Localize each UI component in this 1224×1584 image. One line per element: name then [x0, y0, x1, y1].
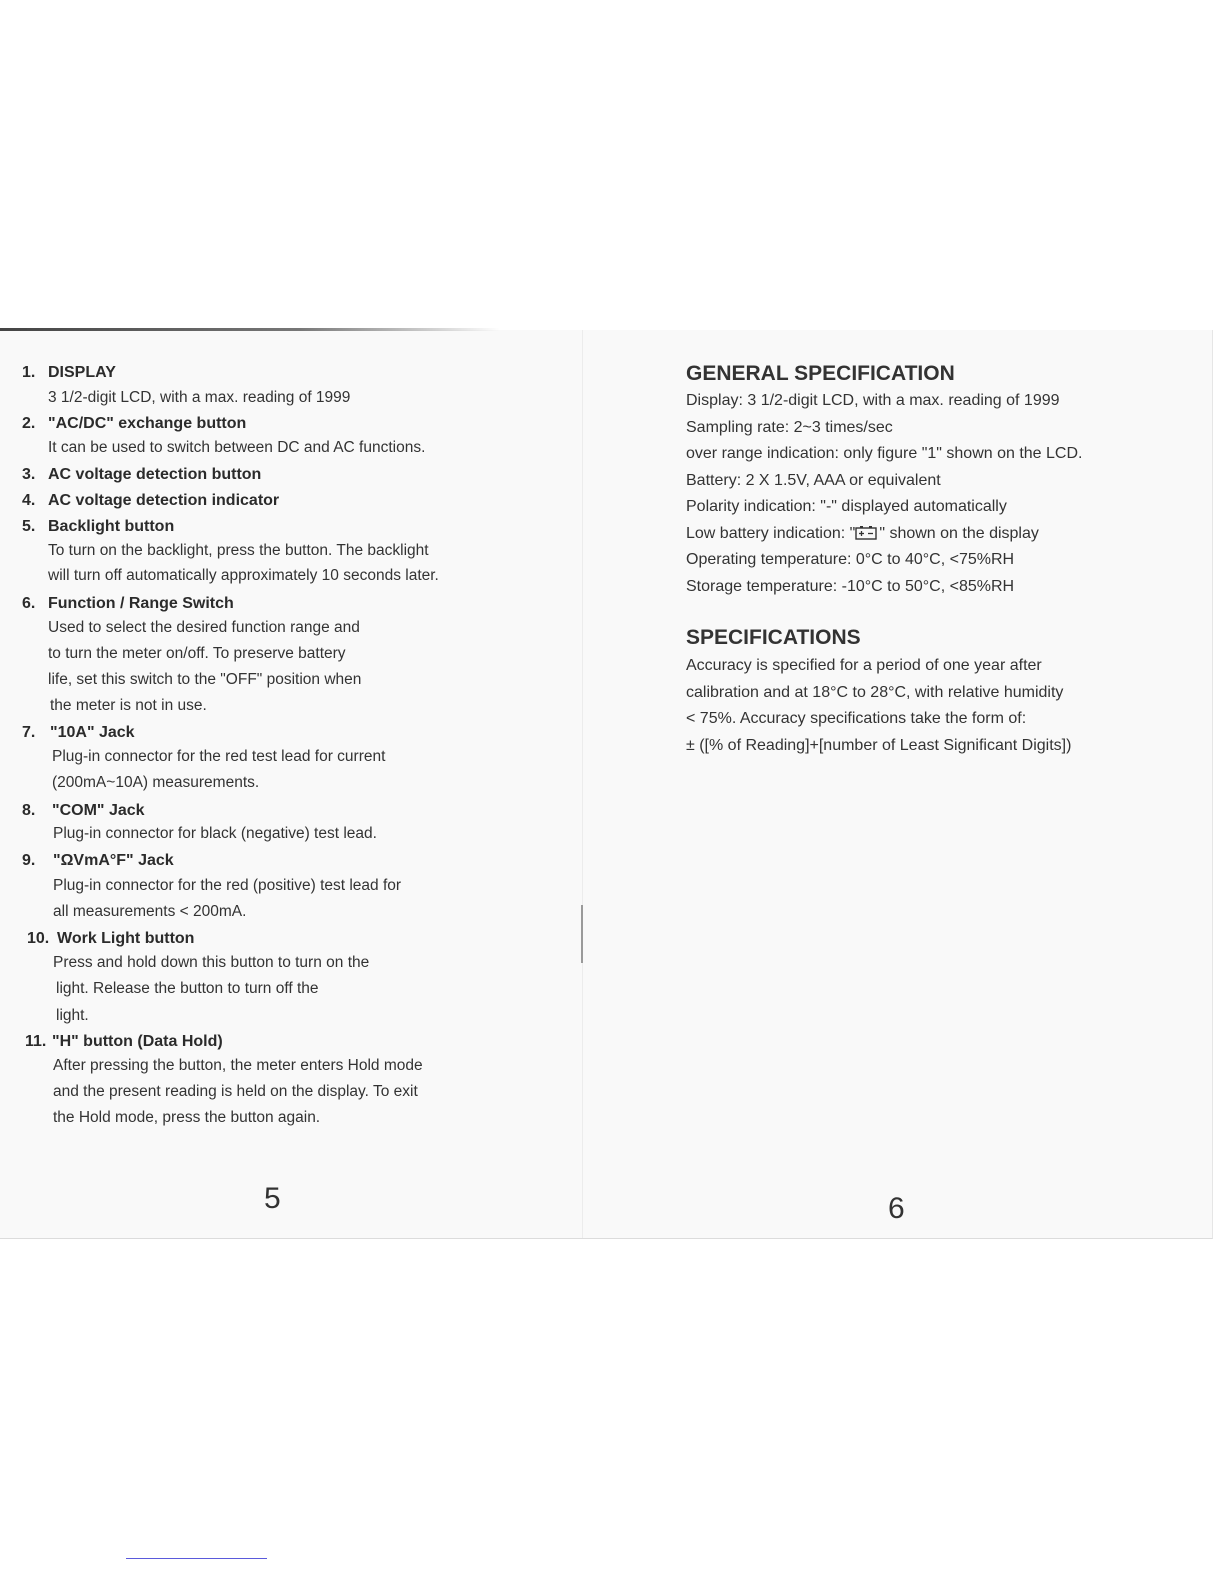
item-line: to turn the meter on/off. To preserve battery — [48, 645, 346, 662]
specs-line: ± ([% of Reading]+[number of Least Significant Digits]) — [686, 737, 1072, 754]
item-number: 9. — [22, 852, 36, 869]
specs-line: < 75%. Accuracy specifications take the form of: — [686, 710, 1027, 727]
item-line: Press and hold down this button to turn on the — [53, 954, 370, 971]
item-line: the Hold mode, press the button again. — [53, 1109, 321, 1126]
item-number: 6. — [22, 595, 36, 612]
general-spec-heading: GENERAL SPECIFICATION — [686, 362, 955, 385]
item-number: 3. — [22, 466, 36, 483]
specifications-heading: SPECIFICATIONS — [686, 626, 861, 649]
item-number: 8. — [22, 802, 36, 819]
specs-line: Accuracy is specified for a period of one year after — [686, 657, 1042, 674]
specs-line: calibration and at 18°C to 28°C, with relative humidity — [686, 684, 1064, 701]
item-number: 2. — [22, 415, 36, 432]
item-line: all measurements < 200mA. — [53, 903, 247, 920]
left-page — [0, 330, 582, 1238]
spec-line-low-battery — [686, 525, 1039, 543]
spec-line-sampling: Sampling rate: 2~3 times/sec — [686, 419, 893, 436]
bottom-underline — [126, 1558, 267, 1559]
item-line: To turn on the backlight, press the button. The backlight — [48, 542, 429, 559]
spec-line-operating-temp: Operating temperature: 0°C to 40°C, <75%RH — [686, 551, 1015, 568]
item-line: (200mA~10A) measurements. — [52, 774, 260, 791]
item-number: 4. — [22, 492, 36, 509]
item-line: light. Release the button to turn off the — [56, 980, 319, 997]
item-title-hold-button: "H" button (Data Hold) — [52, 1033, 223, 1050]
page-number-left: 5 — [264, 1182, 281, 1215]
item-number: 1. — [22, 364, 36, 381]
item-title-ac-detection-indicator: AC voltage detection indicator — [48, 492, 280, 509]
item-line: Plug-in connector for black (negative) test lead. — [53, 825, 377, 842]
item-number: 10. — [27, 930, 50, 947]
spec-line-over-range: over range indication: only figure "1" shown on the LCD. — [686, 445, 1083, 462]
item-title-ac-detection-button: AC voltage detection button — [48, 466, 262, 483]
low-battery-suffix: " shown on the display — [879, 525, 1039, 542]
item-title-display: DISPLAY — [48, 364, 116, 381]
spec-line-polarity: Polarity indication: "-" displayed automatically — [686, 498, 1007, 515]
item-title-work-light-button: Work Light button — [57, 930, 195, 947]
page-number-right: 6 — [888, 1192, 905, 1225]
item-line: the meter is not in use. — [50, 697, 207, 714]
item-line: light. — [56, 1007, 89, 1024]
item-title-ohm-jack: "ΩVmA°F" Jack — [53, 852, 174, 869]
item-number: 7. — [22, 724, 36, 741]
right-page — [583, 330, 1212, 1238]
item-line: Plug-in connector for the red test lead for current — [52, 748, 386, 765]
spec-line-display: Display: 3 1/2-digit LCD, with a max. reading of 1999 — [686, 392, 1060, 409]
item-line: 3 1/2-digit LCD, with a max. reading of 1999 — [48, 389, 351, 406]
item-title-acdc-button: "AC/DC" exchange button — [48, 415, 247, 432]
item-title-backlight-button: Backlight button — [48, 518, 175, 535]
item-line: Plug-in connector for the red (positive) test lead for — [53, 877, 402, 894]
item-line: Used to select the desired function range and — [48, 619, 360, 636]
item-line: and the present reading is held on the display. To exit — [53, 1083, 418, 1100]
spec-line-battery: Battery: 2 X 1.5V, AAA or equivalent — [686, 472, 941, 489]
low-battery-prefix: Low battery indication: " — [686, 525, 856, 542]
spec-line-storage-temp: Storage temperature: -10°C to 50°C, <85%RH — [686, 578, 1015, 595]
item-line: It can be used to switch between DC and AC functions. — [48, 439, 426, 456]
item-title-com-jack: "COM" Jack — [52, 802, 145, 819]
item-line: After pressing the button, the meter enters Hold mode — [53, 1057, 423, 1074]
item-title-10a-jack: "10A" Jack — [50, 724, 135, 741]
battery-icon — [855, 525, 879, 540]
item-line: will turn off automatically approximately 10 seconds later. — [48, 567, 439, 584]
item-number: 5. — [22, 518, 36, 535]
item-number: 11. — [25, 1033, 47, 1050]
item-line: life, set this switch to the "OFF" position when — [48, 671, 362, 688]
item-title-range-switch: Function / Range Switch — [48, 595, 234, 612]
